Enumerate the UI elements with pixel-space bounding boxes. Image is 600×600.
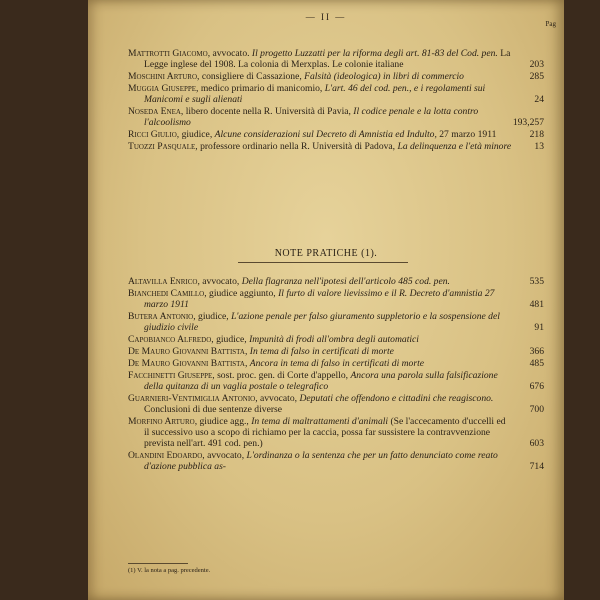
- index-entry: [128, 129, 546, 140]
- entry-rest: La Legge inglese del 1908. La colonia di Merxplas. Le colonie italiane: [144, 48, 511, 70]
- index-entry: [128, 311, 546, 333]
- entry-author: Noseda Enea: [128, 106, 181, 117]
- section-heading: NOTE PRATICHE (1).: [274, 248, 378, 259]
- entry-role: , avvocato.: [207, 48, 252, 59]
- entry-page-number: 535: [529, 276, 544, 287]
- entry-author: De Mauro Giovanni Battista: [128, 346, 245, 357]
- entry-role: ,: [244, 358, 250, 369]
- entry-page-number: 91: [534, 322, 544, 333]
- entry-title: L'azione penale per falso giuramento suppletorio e la sospensione del giudizio civile: [144, 311, 500, 333]
- entry-title: Il furto di valore lievissimo e il R. Decreto d'amnistia 27 marzo 1911: [144, 288, 495, 310]
- entry-role: , giudice,: [176, 129, 215, 140]
- entry-author: Guarnieri-Ventimiglia Antonio: [128, 393, 256, 404]
- index-section-articles: [128, 48, 546, 153]
- entry-title: In tema di falso in certificati di morte: [249, 346, 394, 357]
- entry-author: Altavilla Enrico: [128, 276, 198, 287]
- entry-title: Ancora in tema di falso in certificati di morte: [249, 358, 425, 369]
- heading-rule: [238, 262, 408, 263]
- entry-role: , giudice,: [193, 311, 232, 322]
- entry-page-number: 714: [529, 461, 544, 472]
- entry-title: Della flagranza nell'ipotesi dell'articolo 485 cod. pen.: [241, 276, 450, 287]
- entry-author: Morfino Arturo: [128, 416, 195, 427]
- index-entry: [128, 288, 546, 310]
- entry-rest: Conclusioni di due sentenze diverse: [144, 404, 283, 415]
- index-entry: [128, 450, 546, 472]
- index-entry: [128, 106, 546, 128]
- entry-rest: (Se l'accecamento d'uccelli ed il successivo uso a scopo di richiamo per la caccia, possa far sussistere la contravvenzione prevista nell'art. 491 cod. pen.): [144, 416, 506, 449]
- entry-title: L'ordinanza o la sentenza che per un fatto denunciato come reato d'azione pubblica as-: [144, 450, 498, 472]
- entry-author: Mattrotti Giacomo: [128, 48, 208, 59]
- entry-title: Impunità di frodi all'ombra degli automatici: [249, 334, 419, 345]
- entry-page-number: 218: [529, 129, 544, 140]
- entry-author: Bianchedi Camillo: [128, 288, 205, 299]
- entry-author: Ricci Giulio: [128, 129, 177, 140]
- entry-page-number: 481: [529, 299, 544, 310]
- entry-page-number: 676: [529, 381, 544, 392]
- entry-author: Butera Antonio: [128, 311, 194, 322]
- entry-author: Olandini Edoardo: [128, 450, 203, 461]
- entry-page-number: 485: [529, 358, 544, 369]
- entry-role: , avvocato,: [255, 393, 300, 404]
- index-entry: [128, 48, 546, 70]
- entry-title: Il codice penale e la lotta contro l'alcoolismo: [144, 106, 479, 128]
- footnote: (1) V. la nota a pag. precedente.: [128, 567, 211, 574]
- entry-title: L'art. 46 del cod. pen., e i regolamenti sui Manicomi e sugli alienati: [144, 83, 486, 105]
- index-entry: [128, 358, 546, 369]
- entry-author: Muggia Giuseppe: [128, 83, 197, 94]
- entry-role: , professore ordinario nella R. Università di Padova,: [195, 141, 398, 152]
- entry-role: , giudice aggiunto,: [204, 288, 279, 299]
- index-entry: [128, 276, 546, 287]
- page-number-roman: — II —: [305, 12, 347, 22]
- entry-author: Capobianco Alfredo: [128, 334, 212, 345]
- index-entry: [128, 393, 546, 415]
- entry-role: , giudice,: [211, 334, 250, 345]
- index-entry: [128, 71, 546, 82]
- entry-author: Facchinetti Giuseppe: [128, 370, 213, 381]
- index-entry: [128, 416, 546, 449]
- entry-role: , medico primario di manicomio,: [196, 83, 325, 94]
- entry-role: , giudice agg.,: [194, 416, 252, 427]
- entry-role: , sost. proc. gen. di Corte d'appello,: [212, 370, 351, 381]
- entry-page-number: 203: [529, 59, 544, 70]
- index-entry: [128, 334, 546, 345]
- index-entry: [128, 83, 546, 105]
- entry-title: Alcune considerazioni sul Decreto di Amnistia ed Indulto,: [214, 129, 437, 140]
- entry-author: Tuozzi Pasquale: [128, 141, 196, 152]
- entry-role: , consigliere di Cassazione,: [197, 71, 305, 82]
- entry-page-number: 700: [529, 404, 544, 415]
- entry-author: De Mauro Giovanni Battista: [128, 358, 245, 369]
- entry-author: Moschini Arturo: [128, 71, 198, 82]
- index-entry: [128, 370, 546, 392]
- index-entry: [128, 346, 546, 357]
- entry-role: , avvocato,: [197, 276, 242, 287]
- entry-page-number: 24: [534, 94, 544, 105]
- entry-page-number: 13: [534, 141, 544, 152]
- entry-page-number: 603: [529, 438, 544, 449]
- entry-role: , avvocato,: [202, 450, 247, 461]
- entry-page-number: 193,257: [512, 117, 544, 128]
- footnote-rule: [128, 563, 188, 564]
- entry-title: Ancora una parola sulla falsificazione della quitanza di un vaglia postale o telegrafico: [144, 370, 498, 392]
- entry-role: ,: [244, 346, 250, 357]
- book-page: [88, 0, 564, 600]
- entry-title: Il progetto Luzzatti per la riforma degli art. 81-83 del Cod. pen.: [251, 48, 498, 59]
- index-entry: [128, 141, 546, 152]
- entry-title: Deputati che offendono e cittadini che reagiscono.: [299, 393, 494, 404]
- entry-rest: 27 marzo 1911: [436, 129, 497, 140]
- entry-title: La delinquenza e l'età minore: [397, 141, 512, 152]
- entry-role: , libero docente nella R. Università di Pavia,: [180, 106, 354, 117]
- entry-page-number: 285: [529, 71, 544, 82]
- entry-title: In tema di maltrattamenti d'animali: [251, 416, 389, 427]
- entry-title: Falsità (ideologica) in libri di commercio: [304, 71, 464, 82]
- entry-page-number: 366: [529, 346, 544, 357]
- pag-label: Pag: [545, 20, 556, 28]
- index-section-notes: [128, 276, 546, 473]
